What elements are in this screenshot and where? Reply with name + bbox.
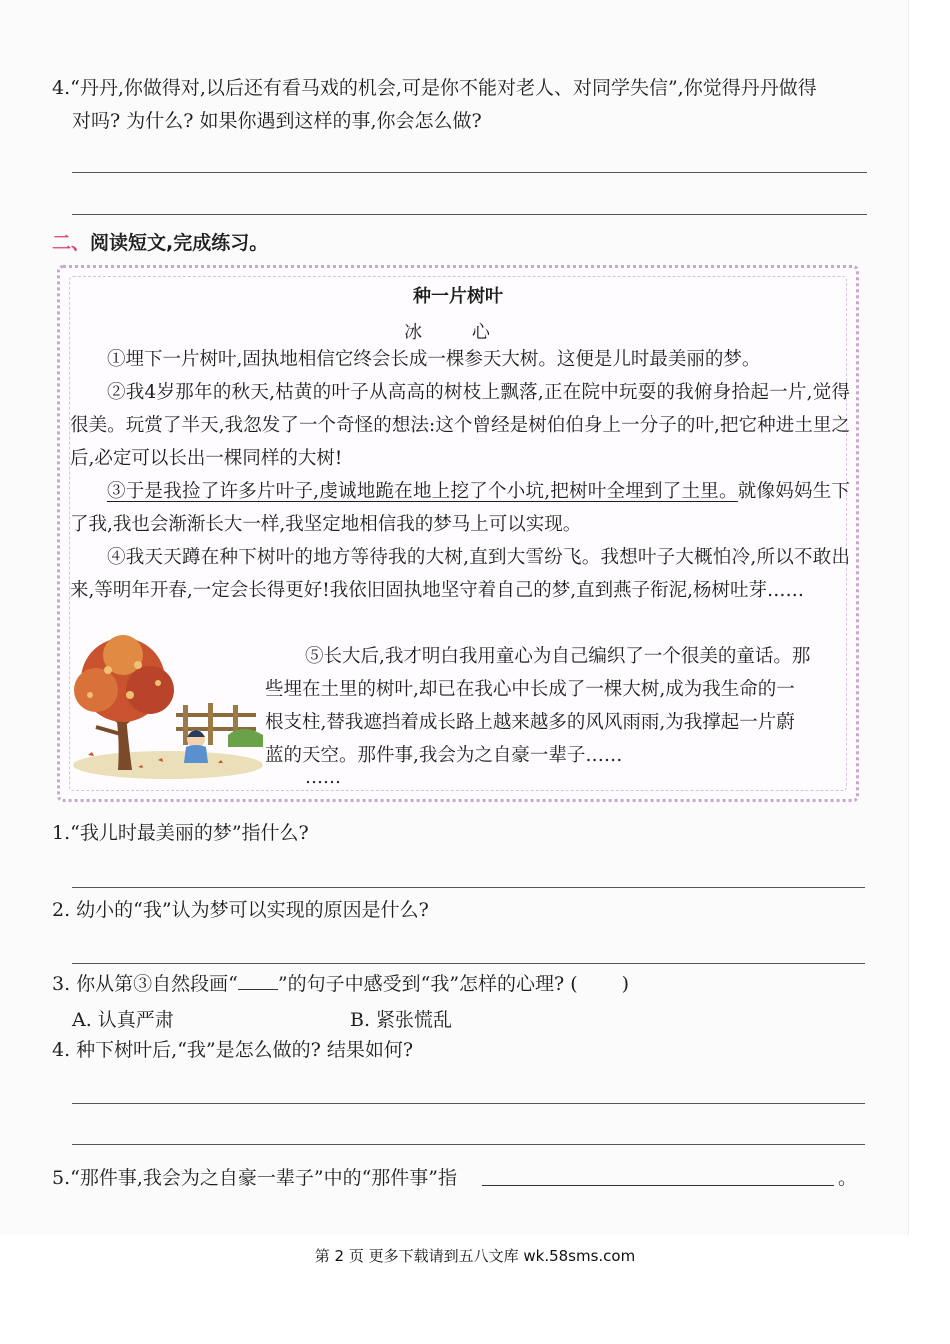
underline-mark-blank [238, 970, 278, 990]
passage-author: 冰 心 [404, 322, 512, 343]
answer-line[interactable] [72, 1144, 865, 1145]
question-3-part-a: 3. 你从第③自然段画“ [52, 973, 238, 995]
answer-line[interactable] [72, 214, 867, 215]
paragraph-3-rest: 就像妈妈生下了我,我也会渐渐长大一样,我坚定地相信我的梦马上可以实现。 [70, 481, 850, 535]
answer-line[interactable] [72, 887, 865, 888]
paragraph-1: ①埋下一片树叶,固执地相信它终会长成一棵参天大树。这便是儿时最美丽的梦。 [107, 349, 761, 370]
option-a[interactable]: A. 认真严肃 [72, 1009, 174, 1031]
question-5-period: 。 [838, 1167, 858, 1189]
paragraph-5-line3: 根支柱,替我遮挡着成长路上越来越多的风风雨雨,为我撑起一片蔚 [265, 712, 795, 733]
option-b[interactable]: B. 紧张慌乱 [350, 1009, 453, 1031]
answer-line[interactable] [72, 172, 867, 173]
paragraph-5-line4: 蓝的天空。那件事,我会为之自豪一辈子…… [265, 745, 623, 766]
underlined-sentence: ③于是我捡了许多片叶子,虔诚地跪在地上挖了个小坑,把树叶全埋到了土里。 [107, 481, 738, 502]
question-4-top-line2: 对吗? 为什么? 如果你遇到这样的事,你会怎么做? [72, 110, 482, 132]
paragraph-5-line1: ⑤长大后,我才明白我用童心为自己编织了一个很美的童话。那 [305, 646, 811, 667]
answer-line[interactable] [72, 963, 865, 964]
paragraph-2: ②我4岁那年的秋天,枯黄的叶子从高高的树枝上飘落,正在院中玩耍的我俯身拾起一片,觉得很美。玩赏了半天,我忽发了一个奇怪的想法:这个曾经是树伯伯身上一分子的叶,把它种进土里之后,必定可以长出一棵同样的大树! [70, 382, 850, 469]
ground-shadow [73, 751, 263, 779]
paragraph-5 [265, 640, 850, 772]
question-3-part-b: ”的句子中感受到“我”怎样的心理? ( [277, 973, 578, 995]
child-body [184, 745, 208, 763]
section-title [52, 228, 268, 255]
question-1: 1.“我儿时最美丽的梦”指什么? [52, 822, 309, 844]
question-4-top-line1: 4.“丹丹,你做得对,以后还有看马戏的机会,可是你不能对老人、对同学失信”,你觉得丹丹做得 [52, 77, 817, 99]
paragraph-5-line2: 些埋在土里的树叶,却已在我心中长成了一棵大树,成为我生命的一 [265, 679, 795, 700]
page-footer: 第 2 页 更多下载请到五八文库 wk.58sms.com [314, 1247, 636, 1265]
answer-line[interactable] [72, 1103, 865, 1104]
question-3-part-c: ) [621, 973, 630, 995]
question-5 [52, 1162, 457, 1195]
tree-illustration [68, 635, 268, 783]
tree-canopy [126, 666, 174, 714]
child-hair [187, 730, 205, 737]
tree-canopy [74, 668, 118, 712]
paragraph-3 [70, 475, 850, 541]
section-number: 二、 [52, 232, 91, 254]
question-5-answer-blank[interactable] [482, 1185, 834, 1186]
question-2: 2. 幼小的“我”认为梦可以实现的原因是什么? [52, 899, 429, 921]
question-3 [52, 968, 629, 1001]
bush [228, 729, 263, 747]
passage-ellipsis: …… [305, 767, 341, 788]
section-title-text: 阅读短文,完成练习。 [90, 232, 269, 254]
passage-title: 种一片树叶 [413, 286, 503, 307]
question-5-text: 5.“那件事,我会为之自豪一辈子”中的“那件事”指 [52, 1167, 458, 1189]
paragraph-4: ④我天天蹲在种下树叶的地方等待我的大树,直到大雪纷飞。我想叶子大概怕冷,所以不敢出来,等明年开春,一定会长得更好!我依旧固执地坚守着自己的梦,直到燕子衔泥,杨树吐芽…… [70, 547, 850, 601]
question-4: 4. 种下树叶后,“我”是怎么做的? 结果如何? [52, 1039, 414, 1061]
